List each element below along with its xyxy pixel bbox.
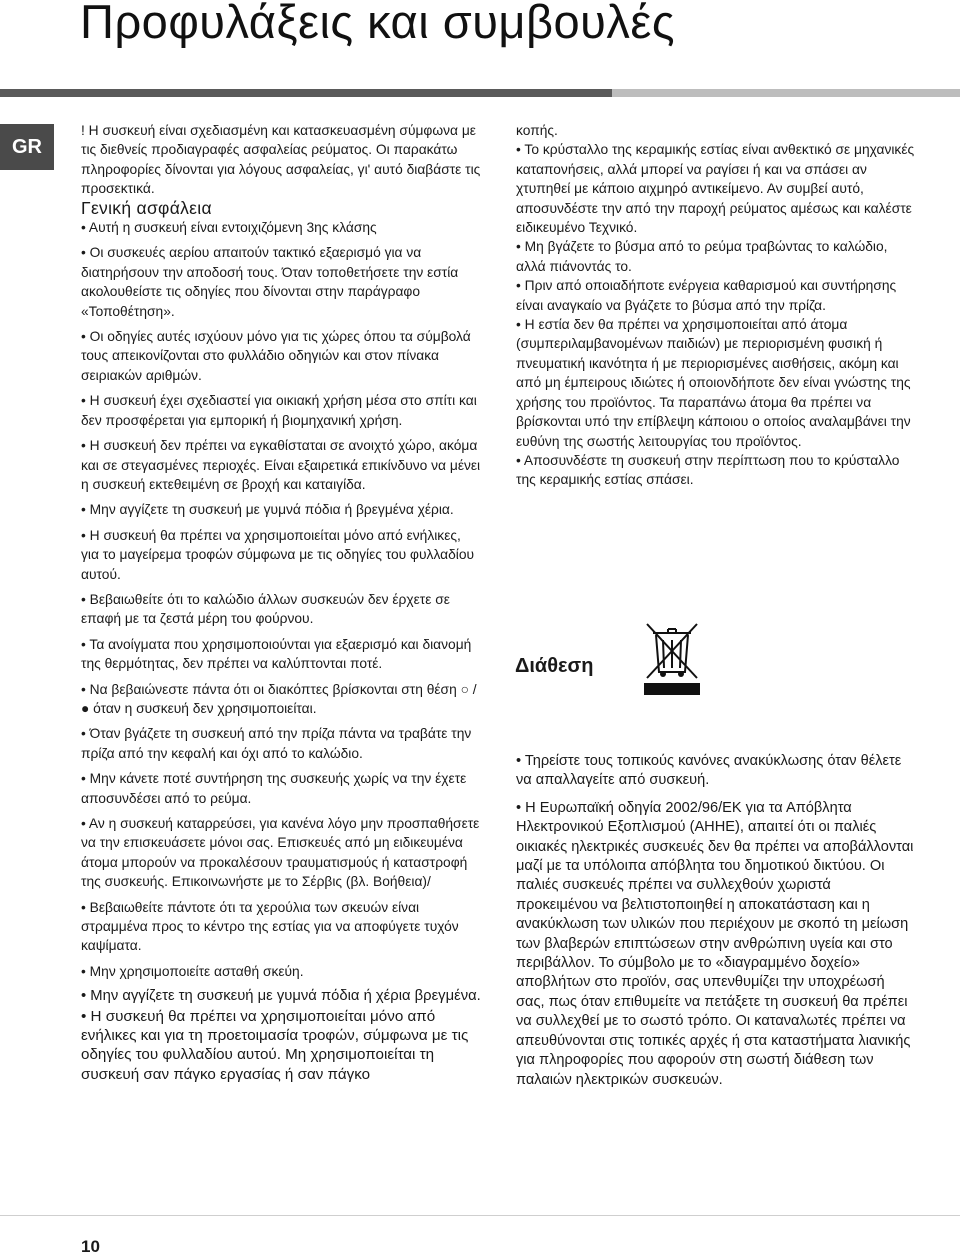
- bullet-item: • Μην αγγίζετε τη συσκευή με γυμνά πόδια ή βρεγμένα χέρια.: [81, 502, 454, 518]
- bullet-item: • Όταν βγάζετε τη συσκευή από την πρίζα πάντα να τραβάτε την πρίζα από την κεφαλή και όχι από το καλώδιο.: [81, 726, 472, 761]
- left-column: [81, 121, 481, 1084]
- paragraph: κοπής.: [516, 123, 558, 138]
- bullet-item: • Η συσκευή δεν πρέπει να εγκαθίσταται σε ανοιχτό χώρο, ακόμα και σε στεγασμένες περιοχές. Είναι εξαιρετικά επικίνδυνο να μένει η συσκευή εκτεθειμένη σε βροχή και καταιγίδα.: [81, 438, 481, 492]
- general-safety-heading: Γενική ασφάλεια: [81, 197, 212, 218]
- bullet-item: • Πριν από οποιαδήποτε ενέργεια καθαρισμού και συντήρησης είναι αναγκαίο να βγάζετε το βύσμα από την πρίζα.: [516, 278, 897, 313]
- disposal-heading: Διάθεση: [515, 655, 594, 677]
- page-title: Προφυλάξεις και συμβουλές: [80, 0, 675, 48]
- bullet-item-large: • Μην αγγίζετε τη συσκευή με γυμνά πόδια ή χέρια βρεγμένα.: [81, 988, 481, 1005]
- bullet-item: • Μην χρησιμοποιείτε ασταθή σκεύη.: [81, 963, 304, 979]
- bullet-item: • Οι οδηγίες αυτές ισχύουν μόνο για τις χώρες όπου τα σύμβολά τους απεικονίζονται στο φυλλάδιο οδηγιών και στον πίνακα σειριακών αριθμών.: [81, 329, 471, 383]
- bullet-item: • Τα ανοίγματα που χρησιμοποιούνται για εξαερισμό και διανομή της θερμότητας, δεν πρέπει να καλύπτονται ποτέ.: [81, 636, 472, 672]
- bullet-item: • Βεβαιωθείτε πάντοτε ότι τα χερούλια των σκευών είναι στραμμένα προς το κέντρο της εστίας για να αποφύγετε τυχόν καψίματα.: [81, 899, 459, 954]
- crossed-out-bin-icon: [641, 620, 703, 698]
- header-band: [0, 89, 960, 97]
- bullet-item: • Η συσκευή θα πρέπει να χρησιμοποιείται μόνο από ενήλικες, για το μαγείρεμα τροφών σύμφωνα με τις οδηγίες του φυλλαδίου αυτού.: [81, 527, 475, 582]
- language-tab: GR: [0, 124, 54, 170]
- bullet-item: • Οι συσκευές αερίου απαιτούν τακτικό εξαερισμό για να διατηρήσουν την αποδοσή τους. Όταν τοποθετήσετε την εστία ακολουθείστε τις οδηγίες που δίνονται στην παράγραφο «Τοποθέτηση».: [81, 245, 459, 319]
- bullet-item: • Να βεβαιώνεστε πάντα ότι οι διακόπτες βρίσκονται στη θέση ○ / ● όταν η συσκευή δεν χρησιμοποιείται.: [81, 681, 477, 716]
- bullet-item: • Η Ευρωπαϊκή οδηγία 2002/96/ΕΚ για τα Απόβλητα Ηλεκτρονικού Εξοπλισμού (ΑΗΗΕ), απαιτεί ότι οι παλιές οικιακές ηλεκτρικές συσκευές δεν θα πρέπει να αποβάλλονται μαζί με τα υπόλοιπα απόβλητα του δημοτικού δικτύου. Οι παλιές συσκευές πρέπει να συλλεχθούν χωριστά προκειμένου να βελτιστοποιηθεί η αποκατάσταση και η ανακύκλωση των υλικών που περιέχουν με σκοπό τη μείωση των βλαβερών επιπτώσεων στην ανθρώπινη υγεία και στο περιβάλλον. Το σύμβολο με το «διαγραμμένο δοχείο» αποβλήτων στο προϊόν, σας υπενθυμίζει την υποχρέωσή σας, πως όταν επιθυμείτε να πετάξετε τη συσκευή θα πρέπει να συλλεχθεί με το σωστό τρόπο. Οι καταναλωτές πρέπει να απευθύνονται στις τοπικές αρχές ή στα καταστήματα λιανικής για πληροφορίες που αφορούν στη σωστή διάθεση των παλαιών ηλεκτρικών συσκευών.: [516, 799, 914, 1088]
- bullet-item: • Η εστία δεν θα πρέπει να χρησιμοποιείται από άτομα (συμπεριλαμβανομένων παιδιών) με περιορισμένη φυσική ή πνευματική ικανότητα ή με περιορισμένες αισθήσεις, ακόμη και από μη έμπειρους ιδιώτες ή οποιονδήποτε δεν είναι γνώστης της χρήσης του προϊόντος. Τα παραπάνω άτομα θα πρέπει να βρίσκονται υπό την επίβλεψη κάποιου ο οποίος αναλαμβάνει την ευθύνη της σωστής λειτουργίας του προϊόντος.: [516, 317, 911, 449]
- header-band-light: [612, 89, 960, 97]
- bullet-item: • Βεβαιωθείτε ότι το καλώδιο άλλων συσκευών δεν έρχετε σε επαφή με τα ζεστά μέρη του φούρνου.: [81, 591, 450, 627]
- bullet-item: • Αποσυνδέστε τη συσκευή στην περίπτωση που το κρύσταλλο της κεραμικής εστίας σπάσει.: [516, 452, 900, 488]
- bullet-item: • Αυτή η συσκευή είναι εντοιχιζόμενη 3ης κλάσης: [81, 220, 377, 236]
- right-column: [516, 121, 916, 490]
- bullet-item: • Η συσκευή έχει σχεδιαστεί για οικιακή χρήση μέσα στο σπίτι και δεν προσφέρεται για εμπορική ή βιομηχανική χρήση.: [81, 393, 477, 428]
- disposal-section: [516, 752, 916, 1090]
- footer-divider: [0, 1215, 960, 1216]
- bullet-item-large: • Η συσκευή θα πρέπει να χρησιμοποιείται μόνο από ενήλικες και για τη προετοιμασία τροφών, σύμφωνα με τις οδηγίες του φυλλαδίου αυτού. Μη χρησιμοποιείται τη συσκευή σαν πάγκο εργασίας ή σαν πάγκο: [81, 1007, 469, 1083]
- bullet-item: • Το κρύσταλλο της κεραμικής εστίας είναι ανθεκτικό σε μηχανικές καταπονήσεις, αλλά μπορεί να ραγίσει ή και να σπάσει αν χτυπηθεί με κάποιο αιχμηρό αντικείμενο. Αν συμβεί αυτό, αποσυνδέστε την από την παροχή ρεύματος αμέσως και καλέστε ειδικευμένο Τεχνικό.: [516, 142, 915, 236]
- bullet-item: • Τηρείστε τους τοπικούς κανόνες ανακύκλωσης όταν θέλετε να απαλλαγείτε από συσκευή.: [516, 753, 902, 789]
- bullet-item: • Μη βγάζετε το βύσμα από το ρεύμα τραβώντας το καλώδιο, αλλά πιάνοντάς το.: [516, 239, 888, 274]
- intro-text: ! Η συσκευή είναι σχεδιασμένη και κατασκευασμένη σύμφωνα με τις διεθνείς προδιαγραφές ασφαλείας ρεύματος. Οι παρακάτω πληροφορίες δίνονται για λόγους ασφαλείας, γι' αυτό διαβάστε τις προσεκτικά.: [81, 123, 481, 197]
- bullet-item: • Μην κάνετε ποτέ συντήρηση της συσκευής χωρίς να την έχετε αποσυνδέσει από το ρεύμα.: [81, 771, 467, 806]
- bullet-item: • Αν η συσκευή καταρρεύσει, για κανένα λόγο μην προσπαθήσετε να την επισκευάσετε μόνοι σας. Επισκευές από μη ειδικευμένα άτομα μπορούν να προκαλέσουν τραυματισμούς ή καταστροφή της συσκευής. Επικοινωνήστε με το Σέρβις (βλ. Βοήθεια)/: [81, 816, 480, 890]
- page-number: 10: [81, 1237, 100, 1256]
- header-band-dark: [0, 89, 612, 97]
